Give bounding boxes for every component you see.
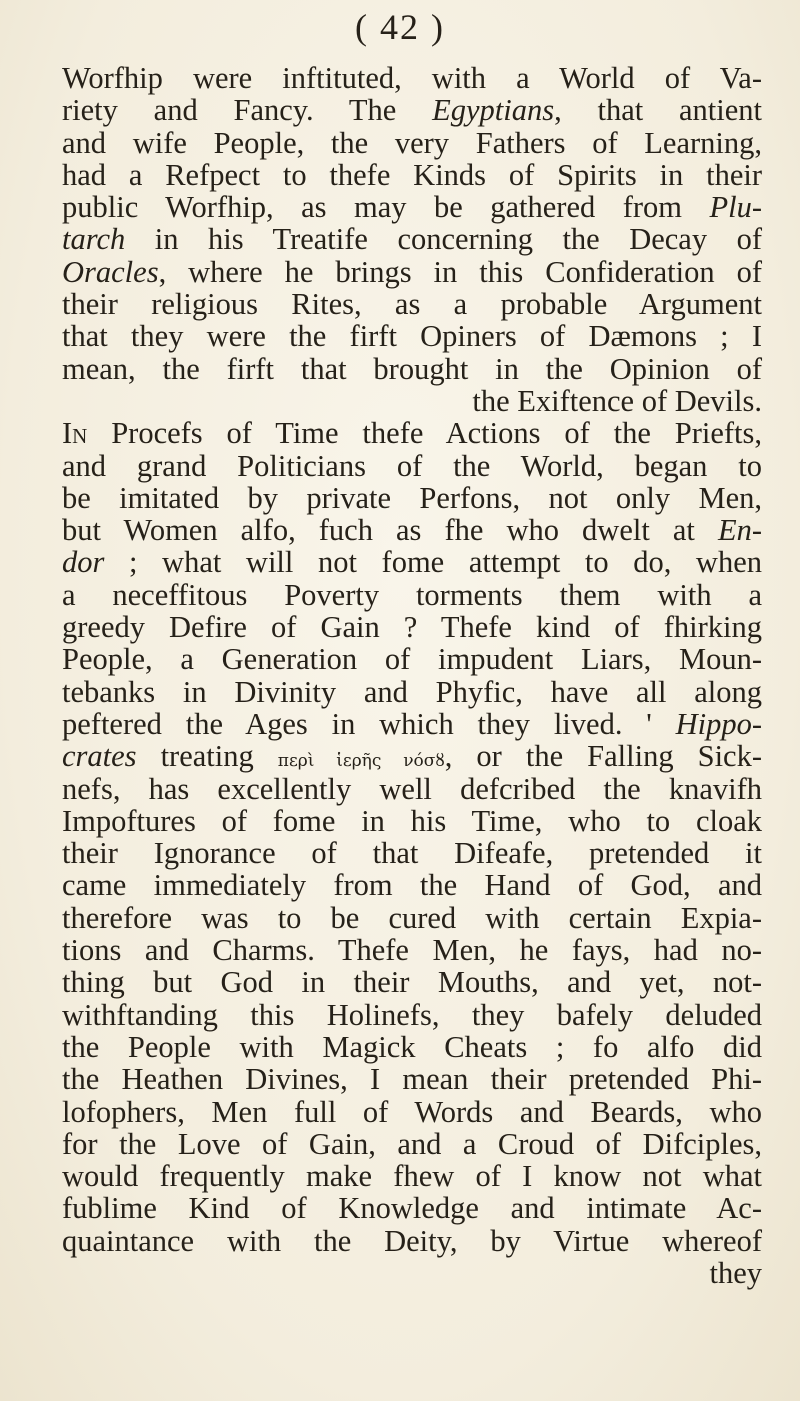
text-line <box>62 320 762 352</box>
small-caps-text: In <box>62 416 88 451</box>
text-span: their Ignorance of that Difeafe, pretended it <box>62 836 762 871</box>
text-span: ; what will not fome attempt to do, when <box>104 545 762 580</box>
text-span: riety and Fancy. The <box>62 93 433 128</box>
text-span: quaintance with the Deity, by Virtue whereof <box>62 1223 762 1258</box>
text-line <box>62 579 762 611</box>
text-line <box>62 127 762 159</box>
text-span: would frequently make fhew of I know not what <box>62 1159 762 1194</box>
text-span: came immediately from the Hand of God, and <box>62 868 762 903</box>
page-number: ( 42 ) <box>355 7 445 47</box>
text-span: lofophers, Men full of Words and Beards, who <box>62 1094 762 1129</box>
text-span: therefore was to be cured with certain Expia- <box>62 900 762 935</box>
text-span: treating <box>136 739 278 774</box>
text-span: fublime Kind of Knowledge and intimate Ac- <box>62 1191 762 1226</box>
text-span: nefs, has excellently well defcribed the knavifh <box>62 771 762 806</box>
text-span: and wife People, the very Fathers of Learning, <box>62 125 762 160</box>
italic-text: dor <box>62 545 105 580</box>
text-line <box>62 934 762 966</box>
greek-text: περὶ ἱερῆς νόσȣ <box>277 751 445 772</box>
italic-text: Egyptians <box>432 93 555 128</box>
text-line <box>62 611 762 643</box>
text-span: they <box>709 1255 762 1290</box>
text-line <box>62 385 762 417</box>
text-line <box>62 999 762 1031</box>
text-span: that they were the firft Opiners of Dæmons ; I <box>62 319 762 354</box>
text-line <box>62 1160 762 1192</box>
text-line <box>62 94 762 126</box>
text-span: tions and Charms. Thefe Men, he fays, had no- <box>62 933 762 968</box>
italic-text: En- <box>717 513 762 548</box>
text-line <box>62 1257 762 1289</box>
text-span: had a Refpect to thefe Kinds of Spirits in their <box>62 157 762 192</box>
text-line <box>62 514 762 546</box>
text-line <box>62 837 762 869</box>
text-line <box>62 902 762 934</box>
text-span: , where he brings in this Confideration of <box>158 254 762 289</box>
italic-text: crates <box>62 739 137 774</box>
text-span: the People with Magick Cheats ; fo alfo did <box>62 1029 762 1064</box>
text-line <box>62 773 762 805</box>
text-line <box>62 62 762 94</box>
text-span: withftanding this Holinefs, they bafely deluded <box>62 997 762 1032</box>
italic-text: Hippo- <box>675 706 762 741</box>
text-line <box>62 643 762 675</box>
text-line <box>62 482 762 514</box>
text-span: public Worfhip, as may be gathered from <box>62 190 710 225</box>
text-line <box>62 1192 762 1224</box>
text-span: thing but God in their Mouths, and yet, not- <box>62 965 762 1000</box>
text-span: in his Treatife concerning the Decay of <box>125 222 762 257</box>
text-line <box>62 450 762 482</box>
text-line <box>62 966 762 998</box>
text-line <box>62 1063 762 1095</box>
text-span: Impoftures of fome in his Time, who to cloak <box>62 803 762 838</box>
text-span: mean, the firft that brought in the Opinion of <box>62 351 762 386</box>
text-line <box>62 546 762 578</box>
text-line <box>62 1225 762 1257</box>
text-span: for the Love of Gain, and a Croud of Difciples, <box>62 1126 762 1161</box>
text-line <box>62 1128 762 1160</box>
text-span: the Exiftence of Devils. <box>472 383 762 418</box>
body-text <box>62 62 762 1289</box>
italic-text: Plu- <box>709 190 762 225</box>
text-span: their religious Rites, as a probable Argument <box>62 287 762 322</box>
text-line <box>62 1031 762 1063</box>
text-span: but Women alfo, fuch as fhe who dwelt at <box>62 513 718 548</box>
text-line <box>62 417 762 449</box>
text-line <box>62 288 762 320</box>
italic-text: Oracles <box>62 254 159 289</box>
text-line <box>62 353 762 385</box>
text-span: and grand Politicians of the World, began to <box>62 448 762 483</box>
text-line <box>62 159 762 191</box>
text-span: the Heathen Divines, I mean their pretended Phi- <box>62 1062 762 1097</box>
text-span: , that antient <box>554 93 763 128</box>
text-line <box>62 223 762 255</box>
italic-text: tarch <box>62 222 126 257</box>
text-line <box>62 805 762 837</box>
text-span: People, a Generation of impudent Liars, Moun- <box>62 642 762 677</box>
text-span: tebanks in Divinity and Phyfic, have all along <box>62 674 762 709</box>
text-span: Procefs of Time thefe Actions of the Priefts, <box>87 416 762 451</box>
text-span: Worfhip were inftituted, with a World of Va- <box>62 61 762 95</box>
text-line <box>62 256 762 288</box>
text-line <box>62 869 762 901</box>
text-span: peftered the Ages in which they lived. ' <box>62 706 676 741</box>
text-line <box>62 1096 762 1128</box>
text-line <box>62 676 762 708</box>
text-line <box>62 740 762 772</box>
text-line <box>62 708 762 740</box>
text-span: be imitated by private Perfons, not only Men, <box>62 480 762 515</box>
text-span: a neceffitous Poverty torments them with a <box>62 577 762 612</box>
text-span: greedy Defire of Gain ? Thefe kind of fhirking <box>62 610 762 645</box>
text-line <box>62 191 762 223</box>
text-span: , or the Falling Sick- <box>444 739 762 774</box>
